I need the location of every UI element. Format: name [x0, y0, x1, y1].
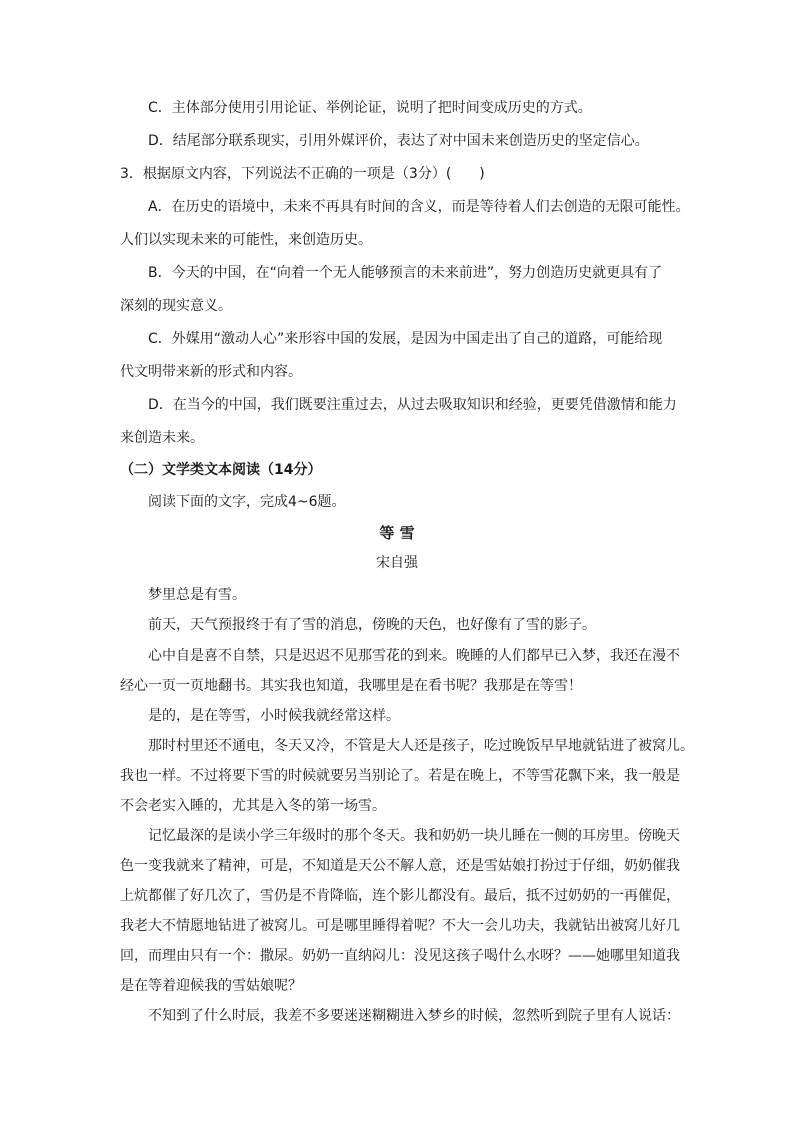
q2-option-d: D．结尾部分联系现实，引用外媒评价，表达了对中国未来创造历史的坚定信心。 [148, 133, 649, 149]
article-title: 等 雪 [379, 524, 415, 542]
q3-option-a-line1: A．在历史的语境中，未来不再具有时间的含义，而是等待着人们去创造的无限可能性。 [148, 199, 690, 215]
paragraph-5-line1: 那时村里还不通电，冬天又冷，不管是大人还是孩子，吃过晚饭早早地就钻进了被窝儿。 [148, 738, 694, 754]
q3-stem: 3．根据原文内容，下列说法不正确的一项是（3分）( ) [120, 166, 485, 182]
paragraph-4: 是的，是在等雪，小时候我就经常这样。 [148, 708, 400, 724]
paragraph-1: 梦里总是有雪。 [148, 587, 246, 603]
paragraph-3-line1: 心中自是喜不自禁，只是迟迟不见那雪花的到来。晚睡的人们都早已入梦，我还在漫不 [148, 648, 680, 664]
section-heading: （二）文学类文本阅读（14分） [120, 462, 322, 478]
paragraph-6-line6: 是在等着迎候我的雪姑娘呢？ [120, 978, 302, 994]
q3-option-b-line2: 深刻的现实意义。 [120, 298, 232, 314]
paragraph-6-line2: 色一变我就来了精神，可是，不知道是天公不解人意，还是雪姑娘打扮过于仔细，奶奶催我 [120, 858, 680, 874]
q3-option-b-line1: B．今天的中国，在“向着一个无人能够预言的未来前进”，努力创造历史就更具有了 [148, 265, 663, 281]
paragraph-7-line1: 不知到了什么时辰，我差不多要迷迷糊糊进入梦乡的时候，忽然听到院子里有人说话： [148, 1008, 680, 1024]
paragraph-6-line4: 我老大不情愿地钻进了被窝儿。可是哪里睡得着呢？不大一会儿功夫，我就钻出被窝儿好几 [120, 918, 680, 934]
paragraph-6-line5: 回，而理由只有一个：撒尿。奶奶一直纳闷儿：没见这孩子喝什么水呀？——她哪里知道我 [120, 948, 680, 964]
q3-option-c-line2: 代文明带来新的形式和内容。 [120, 364, 302, 380]
paragraph-5-line2: 我也一样。不过将要下雪的时候就要另当别论了。若是在晚上，不等雪花飘下来，我一般是 [120, 768, 680, 784]
paragraph-6-line3: 上炕都催了好几次了，雪仍是不肯降临，连个影儿都没有。最后，抵不过奶奶的一再催促， [120, 888, 680, 904]
section-instruction: 阅读下面的文字，完成4~6题。 [148, 494, 346, 510]
q3-option-a-line2: 人们以实现未来的可能性，来创造历史。 [120, 232, 372, 248]
q2-option-c: C．主体部分使用引用论证、举例论证，说明了把时间变成历史的方式。 [148, 100, 592, 116]
paragraph-2: 前天，天气预报终于有了雪的消息，傍晚的天色，也好像有了雪的影子。 [148, 617, 596, 633]
q3-option-d-line2: 来创造未来。 [120, 430, 204, 446]
q3-option-d-line1: D．在当今的中国，我们既要注重过去，从过去吸取知识和经验，更要凭借激情和能力 [148, 397, 677, 413]
article-author: 宋自强 [376, 555, 418, 571]
paragraph-3-line2: 经心一页一页地翻书。其实我也知道，我哪里是在看书呢？我那是在等雪！ [120, 678, 582, 694]
q3-option-c-line1: C．外媒用“激动人心”来形容中国的发展，是因为中国走出了自己的道路，可能给现 [148, 331, 663, 347]
paragraph-5-line3: 不会老实入睡的，尤其是入冬的第一场雪。 [120, 798, 386, 814]
paragraph-6-line1: 记忆最深的是读小学三年级时的那个冬天。我和奶奶一块儿睡在一侧的耳房里。傍晚天 [148, 828, 680, 844]
